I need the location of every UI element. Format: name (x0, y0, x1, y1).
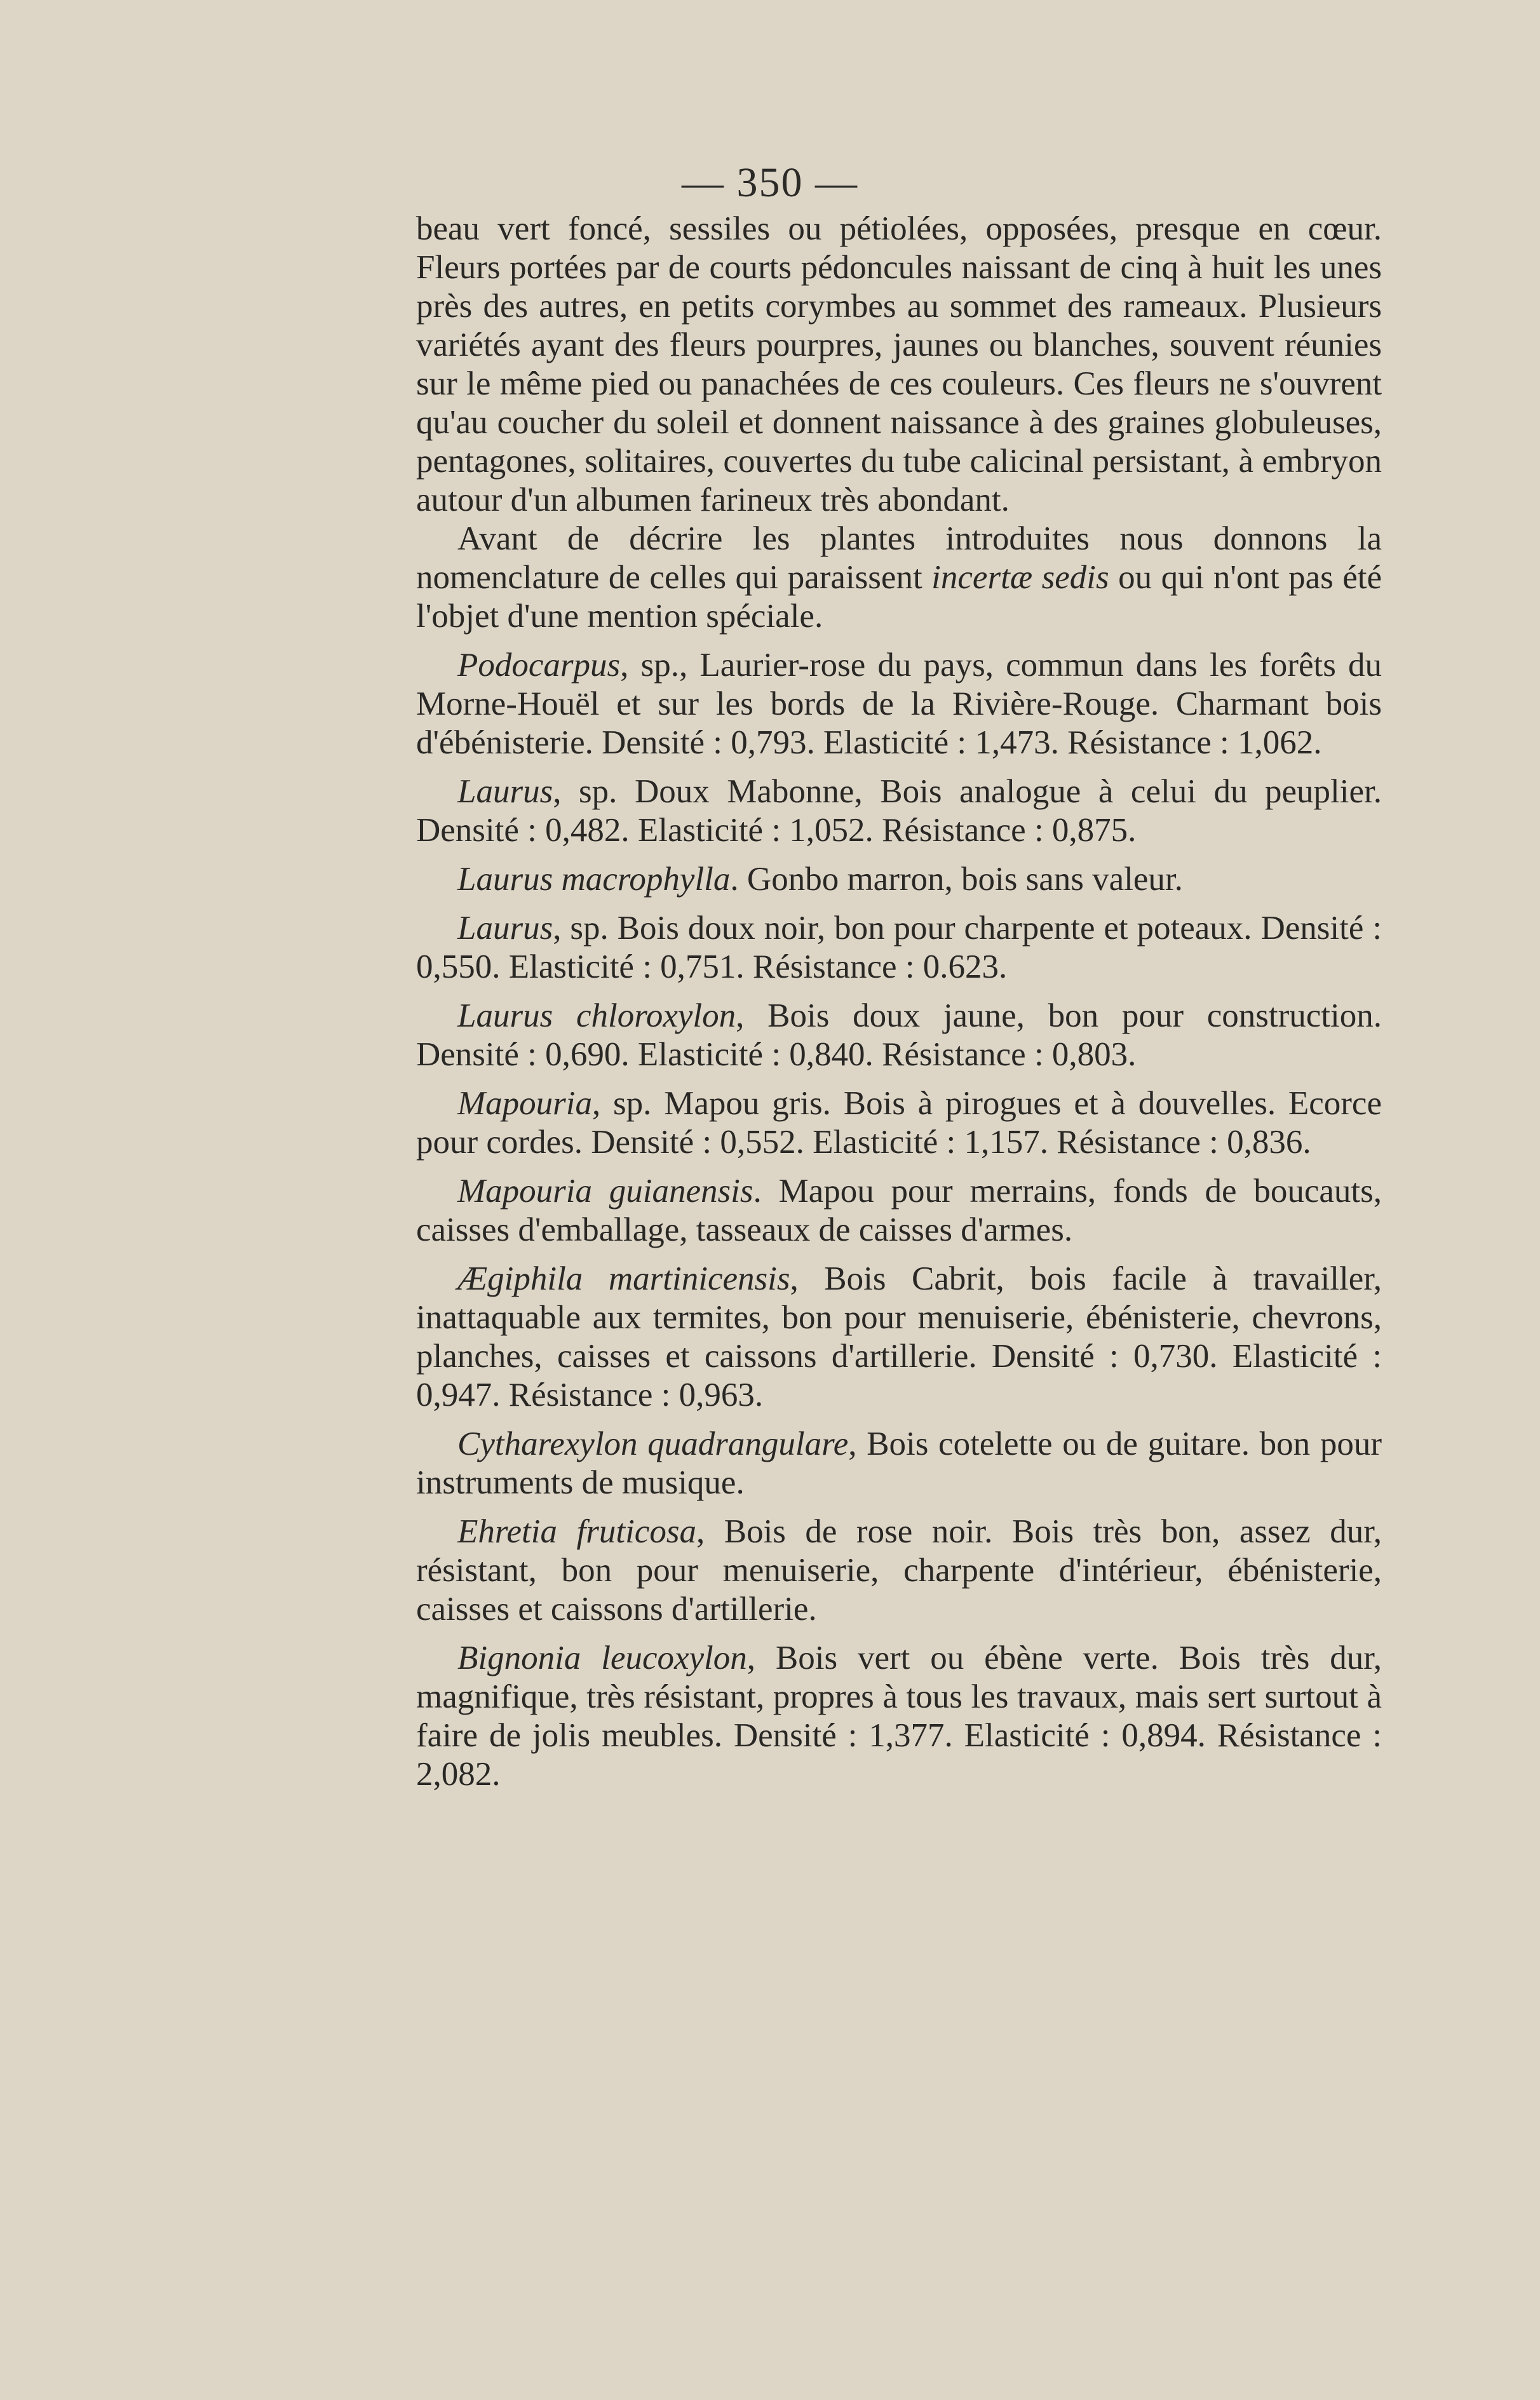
species-name: Laurus (457, 773, 553, 810)
paragraph (416, 1260, 1382, 1415)
paragraph-text: . Mapou pour merrains, fonds de boucauts, caisses d'emballage, tasseaux de caisses d'armes. (416, 1173, 1382, 1248)
species-name: incertæ sedis (931, 559, 1109, 596)
body-text (416, 210, 1382, 1794)
paragraph-text: , Bois de rose noir. Bois très bon, assez dur, résistant, bon pour menuiserie, charpente d'intérieur, ébénisterie, caisses et caissons d'artillerie. (416, 1513, 1382, 1628)
paragraph-text: ou qui n'ont pas été l'objet d'une mention spéciale. (416, 559, 1382, 635)
paragraph (416, 860, 1382, 899)
paragraph (416, 1172, 1382, 1250)
paragraph (416, 1639, 1382, 1794)
paragraph (416, 210, 1382, 520)
paragraph (416, 1084, 1382, 1162)
paragraph-text: . Gonbo marron, bois sans valeur. (730, 861, 1183, 898)
paragraph-text: , sp. Mapou gris. Bois à pirogues et à douvelles. Ecorce pour cordes. Densité : 0,552. Elasticité : 1,157. Résistance : 0,836. (416, 1085, 1382, 1161)
paragraph (416, 772, 1382, 850)
paragraph-text: , sp., Laurier-rose du pays, commun dans les forêts du Morne-Houël et sur les bords de la Rivière-Rouge. Charmant bois d'ébénisterie. Densité : 0,793. Elasticité : 1,473. Résistance : 1,062. (416, 647, 1382, 761)
species-name: Laurus chloroxylon (457, 997, 736, 1034)
species-name: Laurus macrophylla (457, 861, 731, 898)
paragraph-text: Avant de décrire les plantes introduites nous donnons la nomenclature de celles qui paraissent (416, 520, 1382, 596)
paragraph-text: , Bois doux jaune, bon pour construction. Densité : 0,690. Elasticité : 0,840. Résistance : 0,803. (416, 997, 1382, 1073)
species-name: Podocarpus (457, 647, 621, 684)
paragraph (416, 520, 1382, 636)
species-name: Bignonia leucoxylon (457, 1640, 747, 1676)
species-name: Mapouria (457, 1085, 592, 1122)
species-name: Cytharexylon quadrangulare (457, 1426, 849, 1462)
paragraph (416, 1513, 1382, 1629)
species-name: Mapouria guianensis (457, 1173, 753, 1210)
species-name: Ægiphila martinicensis (457, 1260, 790, 1297)
paragraph-text: beau vert foncé, sessiles ou pétiolées, opposées, presque en cœur. Fleurs portées par de courts pédoncules naissant de cinq à huit les unes près des autres, en petits corymbes au sommet des rameaux. Plusieurs variétés ayant des fleurs pourpres, jaunes ou blanches, souvent réunies sur le même pied ou panachées de ces couleurs. Ces fleurs ne s'ouvrent qu'au coucher du soleil et donnent naissance à des graines globuleuses, pentagones, solitaires, couvertes du tube calicinal persistant, à embryon autour d'un albumen farineux très abondant. (416, 210, 1382, 518)
paragraph-text: , Bois Cabrit, bois facile à travailler, inattaquable aux termites, bon pour menuiserie, ébénisterie, chevrons, planches, caisses et caissons d'artillerie. Densité : 0,730. Elasticité : 0,947. Résistance : 0,963. (416, 1260, 1382, 1413)
species-name: Laurus (457, 910, 553, 947)
species-name: Ehretia fruticosa (457, 1513, 696, 1550)
paragraph-text: , sp. Doux Mabonne, Bois analogue à celui du peuplier. Densité : 0,482. Elasticité : 1,052. Résistance : 0,875. (416, 773, 1382, 849)
page-number: — 350 — (682, 159, 858, 206)
paragraph-text: , Bois cotelette ou de guitare. bon pour instruments de musique. (416, 1426, 1382, 1501)
paragraph (416, 909, 1382, 987)
paragraph-text: , Bois vert ou ébène verte. Bois très dur, magnifique, très résistant, propres à tous les travaux, mais sert surtout à faire de jolis meubles. Densité : 1,377. Elasticité : 0,894. Résistance : 2,082. (416, 1640, 1382, 1793)
paragraph (416, 997, 1382, 1074)
paragraph-text: , sp. Bois doux noir, bon pour charpente et poteaux. Densité : 0,550. Elasticité : 0,751. Résistance : 0.623. (416, 910, 1382, 985)
paragraph (416, 646, 1382, 762)
paragraph (416, 1425, 1382, 1502)
